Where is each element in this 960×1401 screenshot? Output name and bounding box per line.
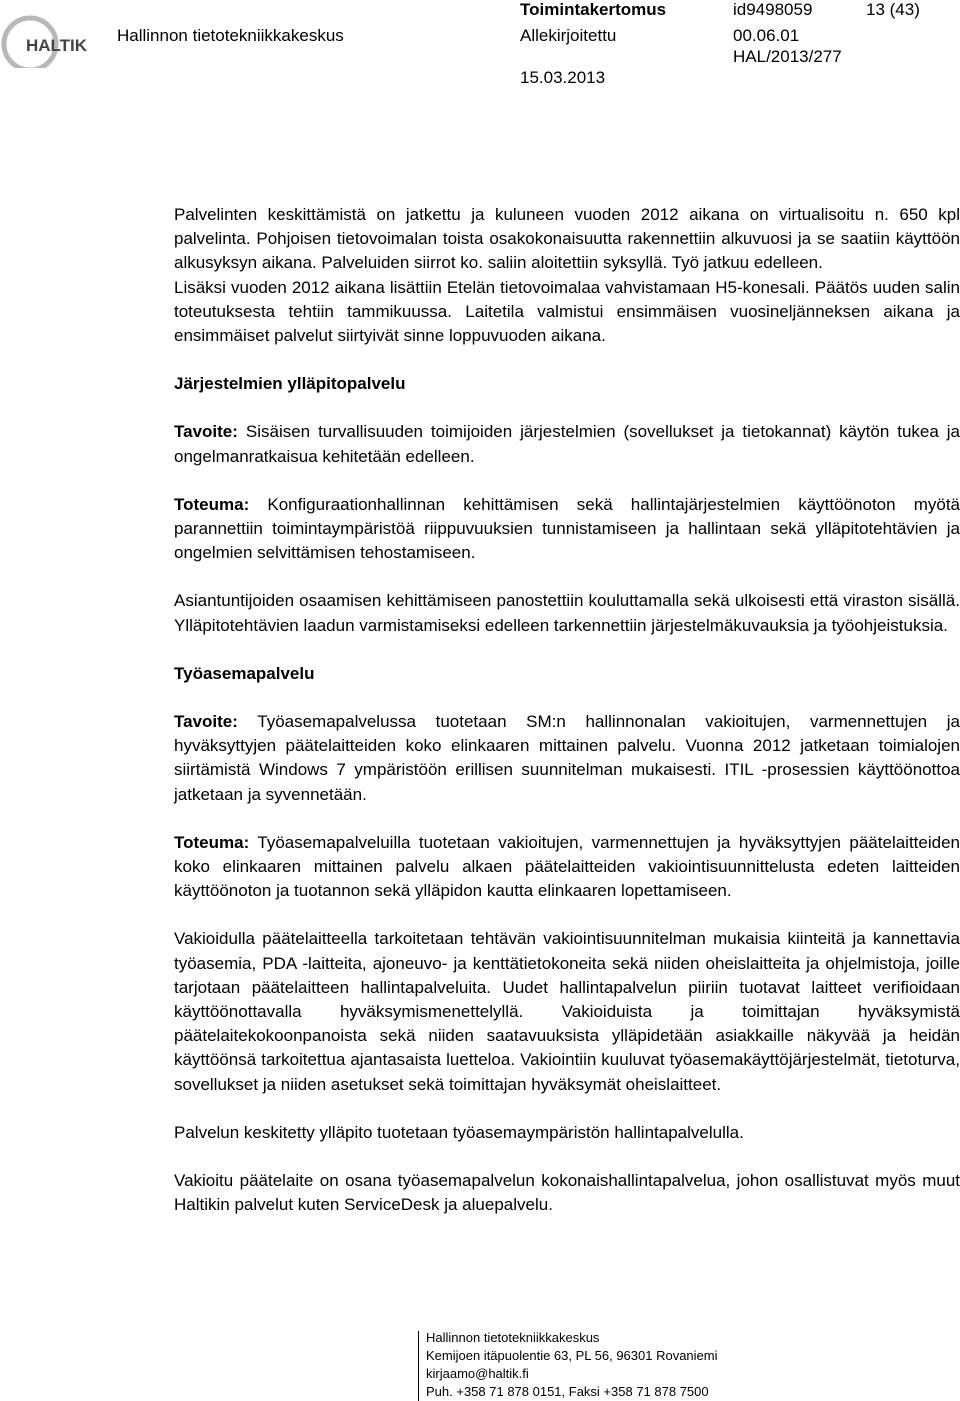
jarj-toteuma-text: Konfiguraationhallinnan kehittämisen sekä hallintajärjestelmien käyttöönoton myötä parannettiin toimintaympäristöä riippuvuuksien tunnistamiseen ja hallintaan sekä ylläpitotehtävien ja ongelmien selvittämisen tehostamiseen. <box>174 494 960 563</box>
paragraph-palvelinten: Palvelinten keskittämistä on jatkettu ja kuluneen vuoden 2012 aikana on virtualisoitu n. 650 kpl palvelinta. Pohjoisen tietovoimalan toista osakokonaisuutta rakennettiin alkuvuosi ja se saatiin käyttöön alkusyksyn aikana. Palveluiden siirrot ko. saliin aloitettiin syksyllä. Työ jatkuu edelleen. <box>174 205 960 273</box>
heading-tyoasemapalvelu: Työasemapalvelu <box>174 663 315 683</box>
footer-phone: Puh. +358 71 878 0151, Faksi +358 71 878 7500 <box>426 1384 709 1399</box>
tavoite-label: Tavoite: <box>174 422 238 442</box>
footer-divider <box>418 1331 419 1401</box>
paragraph-vakioitu: Vakioitu päätelaite on osana työasemapalvelun kokonaishallintapalvelua, johon osallistuvat myös muut Haltikin palvelut kuten ServiceDesk ja aluepalvelu. <box>174 1171 960 1215</box>
footer-email[interactable]: kirjaamo@haltik.fi <box>426 1366 529 1381</box>
header-date: 15.03.2013 <box>520 68 606 87</box>
toteuma-label: Toteuma: <box>174 832 250 852</box>
footer-address: Kemijoen itäpuolentie 63, PL 56, 96301 Rovaniemi <box>426 1348 718 1363</box>
jarj-toteuma-paragraph <box>174 493 960 566</box>
tyo-tavoite-paragraph <box>174 710 960 807</box>
header-status: Allekirjoitettu <box>520 26 617 45</box>
tavoite-label: Tavoite: <box>174 712 238 732</box>
header-doc-id: id9498059 <box>733 0 813 19</box>
logo-text: HALTIK <box>26 36 88 55</box>
paragraph-asiantuntijoiden: Asiantuntijoiden osaamisen kehittämiseen panostettiin kouluttamalla sekä ulkoisesti että viraston sisällä. Ylläpitotehtävien laadun varmistamiseksi edelleen tarkennettiin järjestelmäkuvauksia ja työohjeistuksia. <box>174 591 960 635</box>
header-org-name: Hallinnon tietotekniikkakeskus <box>117 26 344 45</box>
tyo-tavoite-text: Työasemapalvelussa tuotetaan SM:n hallinnonalan vakioitujen, varmennettujen ja hyväksyttyjen päätelaitteiden koko elinkaaren mittainen palvelu. Vuonna 2012 jatketaan toimialojen siirtämistä Windows 7 ympäristöön erillisen suunnitelman mukaisesti. ITIL -prosessien käyttöönottoa jatketaan ja syvennetään. <box>174 712 960 804</box>
jarj-tavoite-text: Sisäisen turvallisuuden toimijoiden järjestelmien (sovellukset ja tietokannat) käytön tukea ja ongelmanratkaisua kehitetään edelleen. <box>174 422 960 466</box>
footer <box>426 1329 718 1401</box>
document-body <box>174 203 960 1242</box>
heading-jarjestelmien-yllapitopalvelu: Järjestelmien ylläpitopalvelu <box>174 374 406 394</box>
header-page: 13 (43) <box>866 0 920 19</box>
header-class-code: 00.06.01 <box>733 26 800 45</box>
header-doc-type: Toimintakertomus <box>520 0 667 19</box>
footer-org: Hallinnon tietotekniikkakeskus <box>426 1330 600 1345</box>
paragraph-vakioidulla: Vakioidulla päätelaitteella tarkoitetaan tehtävän vakiointisuunnitelman mukaisia kiinteitä ja kannettavia työasemia, PDA -laitteita, ajoneuvo- ja kenttätietokoneita sekä niiden oheislaitteita ja ohjelmistoja, joille tarjotaan päätelaitteen hallintapalveluita. Uudet hallintapalvelun piiriin tuotavat laitteet verifioidaan käyttöönottavalla hyväksymismenettelyllä. Vakioiduista ja toimittajan hyväksymistä päätelaitekokoonpanoista sekä niiden saatavuuksista ylläpidetään asiakkaille näkyvää ja heidän käyttöönsä tarkoitettua ajantasaista luetteloa. Vakiointiin kuuluvat työasemakäyttöjärjestelmät, tietoturva, sovellukset ja niiden asetukset sekä toimittajan hyväksymät oheislaitteet. <box>174 929 960 1094</box>
toteuma-label: Toteuma: <box>174 494 250 514</box>
paragraph-lisaksi: Lisäksi vuoden 2012 aikana lisättiin Etelän tietovoimalaa vahvistamaan H5-konesali. Päätös uuden salin toteutuksesta tehtiin tammikuussa. Laitetila valmistui ensimmäisen vuosineljänneksen aikana ja ensimmäiset palvelut siirtyivät sinne loppuvuoden aikana. <box>174 277 960 346</box>
jarj-tavoite-paragraph <box>174 420 960 468</box>
paragraph-palvelun-keskitetty: Palvelun keskitetty ylläpito tuotetaan työasemaympäristön hallintapalvelulla. <box>174 1122 744 1142</box>
tyo-toteuma-paragraph <box>174 831 960 904</box>
header-reg-no: HAL/2013/277 <box>733 47 842 66</box>
haltik-logo <box>0 4 104 68</box>
tyo-toteuma-text: Työasemapalveluilla tuotetaan vakioitujen, varmennettujen ja hyväksyttyjen päätelaitteiden koko elinkaaren mittainen palvelu alkaen päätelaitteiden vakiointisuunnittelusta edeten laitteiden käyttöönoton ja tuotannon sekä ylläpidon kautta elinkaaren lopettamiseen. <box>174 832 960 901</box>
